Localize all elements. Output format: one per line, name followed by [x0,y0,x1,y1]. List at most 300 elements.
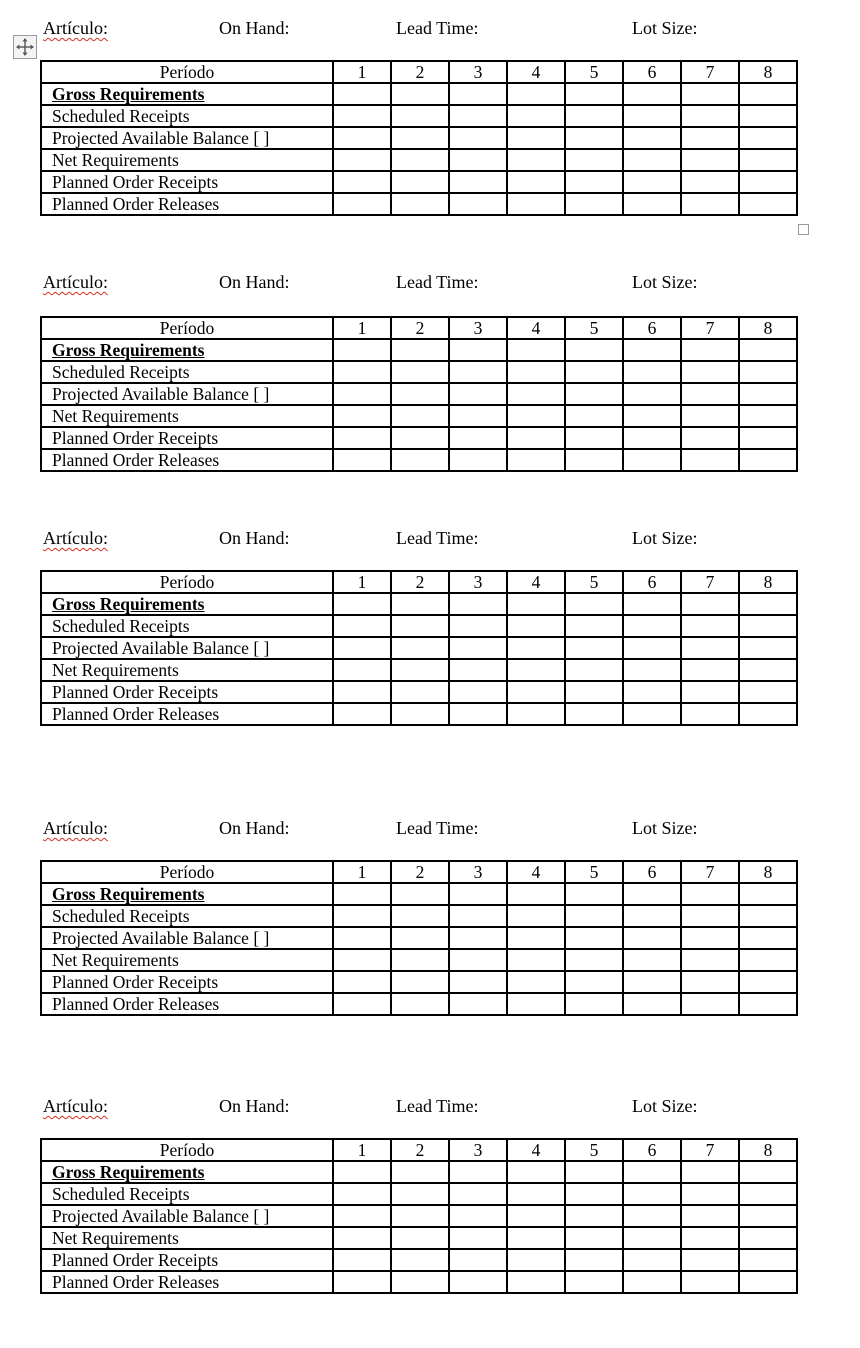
table-cell[interactable] [507,339,565,361]
table-cell[interactable] [565,149,623,171]
table-cell[interactable] [565,659,623,681]
table-cell[interactable] [623,905,681,927]
table-cell[interactable] [623,681,681,703]
table-cell[interactable] [739,383,797,405]
row-label-cell[interactable]: Planned Order Receipts [41,971,333,993]
on-hand-field-label[interactable]: On Hand: [219,18,290,38]
table-cell[interactable] [333,615,391,637]
table-cell[interactable] [623,927,681,949]
table-cell[interactable] [391,681,449,703]
table-cell[interactable] [565,1227,623,1249]
table-cell[interactable] [681,193,739,215]
table-cell[interactable] [507,1205,565,1227]
table-cell[interactable] [391,149,449,171]
period-number-cell[interactable]: 4 [507,861,565,883]
on-hand-field-label[interactable]: On Hand: [219,528,290,548]
table-cell[interactable] [681,1205,739,1227]
articulo-field-label[interactable]: Artículo: [43,18,108,38]
table-cell[interactable] [449,1227,507,1249]
table-cell[interactable] [681,615,739,637]
table-cell[interactable] [449,1249,507,1271]
table-cell[interactable] [739,127,797,149]
table-cell[interactable] [739,993,797,1015]
period-number-cell[interactable]: 1 [333,571,391,593]
table-cell[interactable] [739,883,797,905]
table-cell[interactable] [391,1227,449,1249]
table-cell[interactable] [507,883,565,905]
table-cell[interactable] [391,971,449,993]
table-cell[interactable] [391,83,449,105]
table-cell[interactable] [391,127,449,149]
table-cell[interactable] [681,1249,739,1271]
table-cell[interactable] [681,703,739,725]
period-number-cell[interactable]: 5 [565,61,623,83]
period-number-cell[interactable]: 3 [449,861,507,883]
table-cell[interactable] [623,883,681,905]
row-label-cell[interactable]: Planned Order Receipts [41,1249,333,1271]
table-cell[interactable] [333,659,391,681]
period-header-cell[interactable]: Período [41,571,333,593]
on-hand-field-label[interactable]: On Hand: [219,1096,290,1116]
row-label-cell[interactable]: Scheduled Receipts [41,105,333,127]
period-number-cell[interactable]: 3 [449,1139,507,1161]
table-cell[interactable] [623,1249,681,1271]
table-cell[interactable] [565,361,623,383]
table-cell[interactable] [391,615,449,637]
table-cell[interactable] [681,1227,739,1249]
row-label-cell[interactable]: Planned Order Receipts [41,681,333,703]
period-number-cell[interactable]: 6 [623,1139,681,1161]
table-cell[interactable] [623,1271,681,1293]
articulo-field-label[interactable]: Artículo: [43,1096,108,1116]
table-cell[interactable] [623,193,681,215]
table-cell[interactable] [623,659,681,681]
table-cell[interactable] [507,1227,565,1249]
table-cell[interactable] [333,1183,391,1205]
table-cell[interactable] [681,405,739,427]
row-label-cell[interactable]: Planned Order Receipts [41,171,333,193]
table-cell[interactable] [449,361,507,383]
row-label-cell[interactable]: Planned Order Releases [41,993,333,1015]
table-cell[interactable] [565,905,623,927]
table-cell[interactable] [449,905,507,927]
table-cell[interactable] [449,1271,507,1293]
table-cell[interactable] [565,83,623,105]
row-label-cell[interactable]: Gross Requirements [41,593,333,615]
row-label-cell[interactable]: Planned Order Releases [41,1271,333,1293]
table-cell[interactable] [333,339,391,361]
table-cell[interactable] [333,637,391,659]
table-cell[interactable] [507,127,565,149]
period-number-cell[interactable]: 6 [623,61,681,83]
period-header-cell[interactable]: Período [41,861,333,883]
row-label-cell[interactable]: Scheduled Receipts [41,361,333,383]
table-cell[interactable] [565,1183,623,1205]
table-cell[interactable] [565,927,623,949]
period-number-cell[interactable]: 8 [739,861,797,883]
table-cell[interactable] [507,637,565,659]
table-cell[interactable] [391,593,449,615]
table-cell[interactable] [391,339,449,361]
table-cell[interactable] [333,449,391,471]
table-cell[interactable] [681,659,739,681]
period-number-cell[interactable]: 7 [681,1139,739,1161]
table-cell[interactable] [391,171,449,193]
table-cell[interactable] [333,171,391,193]
table-cell[interactable] [449,883,507,905]
table-cell[interactable] [681,1161,739,1183]
table-cell[interactable] [507,593,565,615]
table-cell[interactable] [391,405,449,427]
period-number-cell[interactable]: 2 [391,861,449,883]
period-number-cell[interactable]: 6 [623,861,681,883]
table-cell[interactable] [623,703,681,725]
on-hand-field-label[interactable]: On Hand: [219,272,290,292]
period-number-cell[interactable]: 1 [333,317,391,339]
table-cell[interactable] [681,927,739,949]
table-cell[interactable] [391,905,449,927]
table-cell[interactable] [681,105,739,127]
table-cell[interactable] [565,1271,623,1293]
table-cell[interactable] [565,1161,623,1183]
lead-time-field-label[interactable]: Lead Time: [396,818,479,838]
period-number-cell[interactable]: 7 [681,61,739,83]
period-number-cell[interactable]: 2 [391,317,449,339]
table-cell[interactable] [681,993,739,1015]
table-cell[interactable] [623,361,681,383]
table-cell[interactable] [739,593,797,615]
table-cell[interactable] [681,83,739,105]
table-cell[interactable] [681,149,739,171]
period-header-cell[interactable]: Período [41,1139,333,1161]
period-number-cell[interactable]: 3 [449,317,507,339]
table-cell[interactable] [449,83,507,105]
table-cell[interactable] [333,361,391,383]
table-cell[interactable] [333,883,391,905]
period-number-cell[interactable]: 6 [623,317,681,339]
table-cell[interactable] [739,105,797,127]
period-number-cell[interactable]: 2 [391,1139,449,1161]
lot-size-field-label[interactable]: Lot Size: [632,818,698,838]
table-cell[interactable] [739,149,797,171]
table-cell[interactable] [333,127,391,149]
table-cell[interactable] [333,1249,391,1271]
table-cell[interactable] [565,171,623,193]
period-number-cell[interactable]: 1 [333,61,391,83]
table-cell[interactable] [507,405,565,427]
table-cell[interactable] [681,681,739,703]
table-cell[interactable] [565,971,623,993]
row-label-cell[interactable]: Projected Available Balance [ ] [41,127,333,149]
table-cell[interactable] [391,361,449,383]
row-label-cell[interactable]: Planned Order Receipts [41,427,333,449]
table-cell[interactable] [333,149,391,171]
table-cell[interactable] [623,339,681,361]
period-header-cell[interactable]: Período [41,317,333,339]
table-cell[interactable] [449,127,507,149]
table-cell[interactable] [507,193,565,215]
table-cell[interactable] [449,339,507,361]
table-cell[interactable] [739,1227,797,1249]
row-label-cell[interactable]: Net Requirements [41,405,333,427]
table-cell[interactable] [333,681,391,703]
table-cell[interactable] [507,615,565,637]
table-cell[interactable] [565,949,623,971]
table-cell[interactable] [449,949,507,971]
table-cell[interactable] [623,405,681,427]
period-number-cell[interactable]: 5 [565,317,623,339]
table-cell[interactable] [623,615,681,637]
table-cell[interactable] [681,905,739,927]
row-label-cell[interactable]: Net Requirements [41,949,333,971]
table-cell[interactable] [739,637,797,659]
table-cell[interactable] [333,971,391,993]
table-cell[interactable] [333,383,391,405]
table-cell[interactable] [739,615,797,637]
table-cell[interactable] [739,361,797,383]
table-cell[interactable] [739,427,797,449]
table-cell[interactable] [623,83,681,105]
table-cell[interactable] [507,1161,565,1183]
table-cell[interactable] [333,1161,391,1183]
lot-size-field-label[interactable]: Lot Size: [632,18,698,38]
row-label-cell[interactable]: Scheduled Receipts [41,615,333,637]
table-cell[interactable] [507,681,565,703]
row-label-cell[interactable]: Scheduled Receipts [41,905,333,927]
table-cell[interactable] [565,703,623,725]
table-cell[interactable] [333,1271,391,1293]
period-number-cell[interactable]: 4 [507,571,565,593]
lead-time-field-label[interactable]: Lead Time: [396,528,479,548]
table-cell[interactable] [739,83,797,105]
table-cell[interactable] [623,105,681,127]
on-hand-field-label[interactable]: On Hand: [219,818,290,838]
table-cell[interactable] [507,703,565,725]
table-cell[interactable] [565,637,623,659]
table-cell[interactable] [507,971,565,993]
table-cell[interactable] [449,449,507,471]
table-cell[interactable] [449,993,507,1015]
period-number-cell[interactable]: 7 [681,317,739,339]
table-cell[interactable] [681,339,739,361]
table-cell[interactable] [449,149,507,171]
table-cell[interactable] [449,105,507,127]
table-cell[interactable] [739,949,797,971]
period-number-cell[interactable]: 4 [507,1139,565,1161]
period-number-cell[interactable]: 5 [565,861,623,883]
articulo-field-label[interactable]: Artículo: [43,818,108,838]
table-cell[interactable] [449,1183,507,1205]
table-cell[interactable] [391,949,449,971]
table-cell[interactable] [681,127,739,149]
table-cell[interactable] [507,383,565,405]
table-cell[interactable] [623,1205,681,1227]
table-cell[interactable] [507,105,565,127]
table-cell[interactable] [623,1161,681,1183]
period-number-cell[interactable]: 1 [333,1139,391,1161]
row-label-cell[interactable]: Gross Requirements [41,339,333,361]
table-cell[interactable] [507,83,565,105]
table-cell[interactable] [391,1183,449,1205]
table-cell[interactable] [333,427,391,449]
table-cell[interactable] [739,971,797,993]
table-cell[interactable] [391,637,449,659]
table-cell[interactable] [565,427,623,449]
table-cell[interactable] [681,171,739,193]
table-cell[interactable] [681,883,739,905]
table-cell[interactable] [681,427,739,449]
row-label-cell[interactable]: Net Requirements [41,1227,333,1249]
table-cell[interactable] [623,593,681,615]
table-cell[interactable] [739,659,797,681]
table-cell[interactable] [739,449,797,471]
period-number-cell[interactable]: 8 [739,571,797,593]
table-cell[interactable] [623,171,681,193]
table-cell[interactable] [739,1271,797,1293]
table-cell[interactable] [565,993,623,1015]
table-cell[interactable] [681,637,739,659]
table-cell[interactable] [333,83,391,105]
table-cell[interactable] [449,427,507,449]
table-cell[interactable] [739,1205,797,1227]
table-cell[interactable] [681,1183,739,1205]
period-number-cell[interactable]: 6 [623,571,681,593]
table-cell[interactable] [507,927,565,949]
table-cell[interactable] [565,383,623,405]
row-label-cell[interactable]: Planned Order Releases [41,193,333,215]
row-label-cell[interactable]: Net Requirements [41,659,333,681]
table-cell[interactable] [449,193,507,215]
table-cell[interactable] [507,449,565,471]
table-cell[interactable] [449,593,507,615]
table-cell[interactable] [565,593,623,615]
table-cell[interactable] [333,193,391,215]
table-cell[interactable] [739,681,797,703]
table-cell[interactable] [391,1205,449,1227]
table-cell[interactable] [565,105,623,127]
articulo-field-label[interactable]: Artículo: [43,272,108,292]
table-cell[interactable] [507,1249,565,1271]
table-cell[interactable] [449,637,507,659]
table-cell[interactable] [739,1161,797,1183]
table-cell[interactable] [391,427,449,449]
table-cell[interactable] [391,105,449,127]
period-header-cell[interactable]: Período [41,61,333,83]
lead-time-field-label[interactable]: Lead Time: [396,1096,479,1116]
table-cell[interactable] [391,659,449,681]
table-cell[interactable] [623,1183,681,1205]
table-cell[interactable] [739,171,797,193]
table-cell[interactable] [681,1271,739,1293]
table-cell[interactable] [623,971,681,993]
table-cell[interactable] [333,593,391,615]
table-cell[interactable] [681,361,739,383]
lot-size-field-label[interactable]: Lot Size: [632,272,698,292]
table-cell[interactable] [739,339,797,361]
table-cell[interactable] [333,927,391,949]
table-cell[interactable] [565,193,623,215]
table-cell[interactable] [507,171,565,193]
row-label-cell[interactable]: Projected Available Balance [ ] [41,637,333,659]
table-cell[interactable] [739,703,797,725]
row-label-cell[interactable]: Net Requirements [41,149,333,171]
table-cell[interactable] [565,127,623,149]
row-label-cell[interactable]: Projected Available Balance [ ] [41,1205,333,1227]
period-number-cell[interactable]: 8 [739,317,797,339]
table-cell[interactable] [681,383,739,405]
table-cell[interactable] [333,405,391,427]
table-cell[interactable] [623,427,681,449]
row-label-cell[interactable]: Planned Order Releases [41,703,333,725]
period-number-cell[interactable]: 7 [681,571,739,593]
table-cell[interactable] [623,449,681,471]
table-cell[interactable] [681,971,739,993]
table-cell[interactable] [333,1205,391,1227]
table-cell[interactable] [623,127,681,149]
table-cell[interactable] [507,993,565,1015]
row-label-cell[interactable]: Projected Available Balance [ ] [41,383,333,405]
table-cell[interactable] [391,703,449,725]
table-cell[interactable] [565,405,623,427]
table-cell[interactable] [623,637,681,659]
table-cell[interactable] [507,361,565,383]
table-cell[interactable] [623,949,681,971]
table-cell[interactable] [449,971,507,993]
period-number-cell[interactable]: 2 [391,571,449,593]
lot-size-field-label[interactable]: Lot Size: [632,528,698,548]
table-cell[interactable] [449,659,507,681]
table-cell[interactable] [739,905,797,927]
table-cell[interactable] [507,149,565,171]
table-cell[interactable] [391,1249,449,1271]
table-cell[interactable] [507,427,565,449]
period-number-cell[interactable]: 2 [391,61,449,83]
table-cell[interactable] [391,383,449,405]
table-cell[interactable] [623,1227,681,1249]
table-cell[interactable] [391,1161,449,1183]
table-cell[interactable] [739,1249,797,1271]
table-cell[interactable] [565,449,623,471]
table-cell[interactable] [565,615,623,637]
table-cell[interactable] [449,703,507,725]
table-cell[interactable] [565,1249,623,1271]
table-cell[interactable] [739,927,797,949]
table-cell[interactable] [565,339,623,361]
period-number-cell[interactable]: 7 [681,861,739,883]
period-number-cell[interactable]: 5 [565,1139,623,1161]
table-cell[interactable] [333,1227,391,1249]
table-cell[interactable] [333,105,391,127]
table-cell[interactable] [333,993,391,1015]
period-number-cell[interactable]: 4 [507,317,565,339]
articulo-field-label[interactable]: Artículo: [43,528,108,548]
table-cell[interactable] [391,883,449,905]
table-cell[interactable] [449,405,507,427]
table-cell[interactable] [449,927,507,949]
row-label-cell[interactable]: Gross Requirements [41,883,333,905]
table-cell[interactable] [623,383,681,405]
table-cell[interactable] [449,1161,507,1183]
table-cell[interactable] [507,1271,565,1293]
period-number-cell[interactable]: 8 [739,1139,797,1161]
period-number-cell[interactable]: 3 [449,571,507,593]
period-number-cell[interactable]: 3 [449,61,507,83]
period-number-cell[interactable]: 5 [565,571,623,593]
table-cell[interactable] [449,681,507,703]
table-cell[interactable] [565,883,623,905]
table-cell[interactable] [391,927,449,949]
table-cell[interactable] [333,703,391,725]
